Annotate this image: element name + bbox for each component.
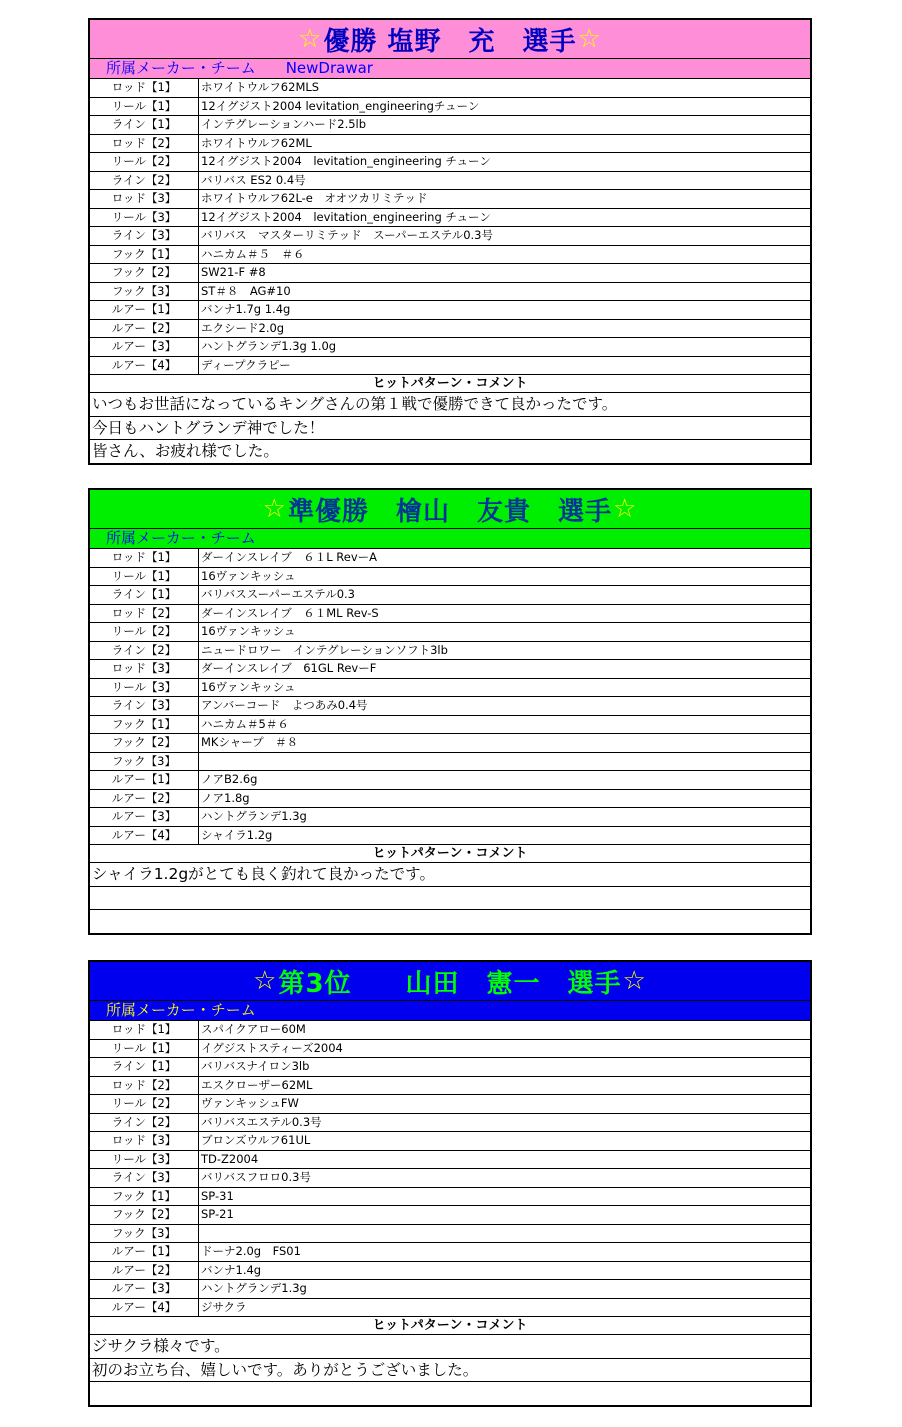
tackle-value: バリバス ES2 0.4号 bbox=[201, 172, 306, 187]
table-row bbox=[90, 1243, 810, 1262]
star-icon: ☆ bbox=[298, 24, 323, 54]
table-row bbox=[90, 660, 810, 679]
tackle-label: ルアー【2】 bbox=[90, 1262, 199, 1280]
table-row bbox=[90, 135, 810, 154]
table-row bbox=[90, 753, 810, 772]
tackle-label: ロッド【3】 bbox=[90, 190, 199, 208]
tackle-value: ダーインスレイブ ６１ML Rev-S bbox=[201, 605, 379, 620]
tackle-label: ライン【2】 bbox=[90, 172, 199, 190]
tackle-value: バリバスナイロン3lb bbox=[201, 1059, 310, 1073]
table-row bbox=[90, 623, 810, 642]
table-row bbox=[90, 153, 810, 172]
tackle-label: ライン【1】 bbox=[90, 586, 199, 604]
tackle-value: ST＃８ AG#10 bbox=[201, 283, 291, 298]
table-row bbox=[90, 264, 810, 283]
tackle-value: ヴァンキッシュFW bbox=[201, 1096, 299, 1110]
table-row bbox=[90, 227, 810, 246]
tackle-label: フック【1】 bbox=[90, 716, 199, 734]
second-place-title-text: 準優勝 檜山 友貴 選手 bbox=[287, 496, 612, 527]
tackle-label: リール【3】 bbox=[90, 679, 199, 697]
tackle-value: ハントグランデ1.3g bbox=[201, 809, 307, 823]
tackle-label: ロッド【1】 bbox=[90, 79, 199, 97]
tackle-label: ルアー【1】 bbox=[90, 771, 199, 789]
table-row bbox=[90, 679, 810, 698]
tackle-value: ディープクラピー bbox=[201, 357, 291, 372]
tackle-label: ロッド【2】 bbox=[90, 605, 199, 623]
tackle-label: ルアー【1】 bbox=[90, 1243, 199, 1261]
table-row bbox=[90, 605, 810, 624]
tackle-label: ロッド【1】 bbox=[90, 549, 199, 567]
table-row bbox=[90, 1151, 810, 1170]
tackle-value: バンナ1.7g 1.4g bbox=[201, 302, 291, 316]
tackle-label: リール【3】 bbox=[90, 209, 199, 227]
tackle-value: 12イグジスト2004 levitation_engineering チューン bbox=[201, 154, 491, 168]
hit-pattern-header: ヒットパターン・コメント bbox=[90, 845, 810, 863]
tackle-label: ロッド【2】 bbox=[90, 135, 199, 153]
tackle-label: リール【2】 bbox=[90, 153, 199, 171]
table-row bbox=[90, 320, 810, 339]
tackle-value: バンナ1.4g bbox=[201, 1262, 262, 1277]
comment-line: ジサクラ様々です。 bbox=[90, 1335, 810, 1359]
tackle-label: フック【2】 bbox=[90, 734, 199, 752]
table-row bbox=[90, 1169, 810, 1188]
tackle-value: ハントグランデ1.3g 1.0g bbox=[201, 339, 337, 353]
table-row bbox=[90, 568, 810, 587]
table-row bbox=[90, 827, 810, 846]
second-place-title bbox=[90, 490, 810, 529]
tackle-label: フック【2】 bbox=[90, 264, 199, 282]
affiliation-row bbox=[90, 59, 810, 79]
comment-line: 初のお立ち台、嬉しいです。ありがとうございました。 bbox=[90, 1359, 810, 1383]
tackle-label: リール【1】 bbox=[90, 1040, 199, 1058]
tackle-value: 12イグジスト2004 levitation_engineering チューン bbox=[201, 209, 491, 224]
first-place-title bbox=[90, 20, 810, 59]
table-row bbox=[90, 771, 810, 790]
tackle-label: ルアー【2】 bbox=[90, 790, 199, 808]
table-row bbox=[90, 190, 810, 209]
star-icon: ☆ bbox=[262, 494, 287, 524]
table-row bbox=[90, 357, 810, 376]
tackle-value: スパイクアロー60M bbox=[201, 1022, 306, 1036]
tackle-value: ノアB2.6g bbox=[201, 772, 258, 786]
tackle-value: イグジストスティーズ2004 bbox=[201, 1040, 343, 1055]
tackle-label: ルアー【3】 bbox=[90, 808, 199, 826]
tackle-value: インテグレーションハード2.5lb bbox=[201, 117, 367, 131]
table-row bbox=[90, 790, 810, 809]
tackle-label: ライン【3】 bbox=[90, 697, 199, 715]
table-row bbox=[90, 808, 810, 827]
tackle-value: SP-21 bbox=[201, 1207, 234, 1221]
table-row bbox=[90, 1188, 810, 1207]
tackle-value: バリバススーパーエステル0.3 bbox=[201, 587, 355, 601]
third-place-title bbox=[90, 962, 810, 1001]
tackle-label: フック【3】 bbox=[90, 753, 199, 771]
star-icon: ☆ bbox=[577, 24, 602, 54]
first-place-card bbox=[88, 18, 812, 465]
affiliation-label: 所属メーカー・チーム bbox=[106, 59, 256, 77]
table-row bbox=[90, 98, 810, 117]
table-row bbox=[90, 1114, 810, 1133]
table-row bbox=[90, 1299, 810, 1318]
first-place-title-text: 優勝 塩野 充 選手 bbox=[323, 26, 577, 57]
tackle-label: ライン【2】 bbox=[90, 642, 199, 660]
table-row bbox=[90, 1021, 810, 1040]
table-row bbox=[90, 283, 810, 302]
star-icon: ☆ bbox=[613, 494, 638, 524]
tackle-value: 16ヴァンキッシュ bbox=[201, 568, 296, 583]
tackle-value bbox=[199, 753, 810, 771]
tackle-label: フック【1】 bbox=[90, 246, 199, 264]
table-row bbox=[90, 1280, 810, 1299]
comment-line: いつもお世話になっているキングさんの第１戦で優勝できて良かったです。 bbox=[90, 393, 810, 417]
tackle-label: ルアー【3】 bbox=[90, 1280, 199, 1298]
tackle-label: ルアー【3】 bbox=[90, 338, 199, 356]
tackle-table bbox=[90, 549, 810, 845]
table-row bbox=[90, 1058, 810, 1077]
tackle-value: ダーインスレイブ ６１L RevーA bbox=[201, 550, 378, 564]
comment-line bbox=[90, 910, 810, 933]
comment-line: 皆さん、お疲れ様でした。 bbox=[92, 442, 279, 460]
tackle-label: ライン【1】 bbox=[90, 1058, 199, 1076]
tackle-value: ホワイトウルフ62ML bbox=[201, 135, 312, 150]
table-row bbox=[90, 586, 810, 605]
tackle-label: リール【1】 bbox=[90, 568, 199, 586]
table-row bbox=[90, 734, 810, 753]
tackle-label: フック【2】 bbox=[90, 1206, 199, 1224]
table-row bbox=[90, 1262, 810, 1281]
tackle-value: アンバーコード よつあみ0.4号 bbox=[201, 698, 368, 712]
tackle-value: ホワイトウルフ62L-e オオツカリミテッド bbox=[201, 191, 428, 205]
table-row bbox=[90, 549, 810, 568]
tackle-label: ルアー【4】 bbox=[90, 357, 199, 375]
table-row bbox=[90, 1040, 810, 1059]
tackle-label: ロッド【3】 bbox=[90, 660, 199, 678]
affiliation-label: 所属メーカー・チーム bbox=[106, 529, 256, 547]
tackle-value: ニュードロワー インテグレーションソフト3lb bbox=[201, 642, 448, 657]
tackle-value: 12イグジスト2004 levitation_engineeringチューン bbox=[201, 98, 480, 113]
table-row bbox=[90, 1095, 810, 1114]
tackle-label: リール【2】 bbox=[90, 623, 199, 641]
tackle-label: ルアー【4】 bbox=[90, 1299, 199, 1317]
tackle-label: リール【2】 bbox=[90, 1095, 199, 1113]
table-row bbox=[90, 642, 810, 661]
table-row bbox=[90, 79, 810, 98]
tackle-value: ノア1.8g bbox=[201, 790, 250, 805]
tackle-value: SP-31 bbox=[201, 1188, 234, 1203]
third-place-card bbox=[88, 960, 812, 1407]
tackle-label: フック【1】 bbox=[90, 1188, 199, 1206]
tackle-label: リール【1】 bbox=[90, 98, 199, 116]
tackle-value: ハントグランデ1.3g bbox=[201, 1281, 307, 1295]
tackle-value: シャイラ1.2g bbox=[201, 827, 273, 842]
tackle-value: ジサクラ bbox=[201, 1299, 247, 1314]
table-row bbox=[90, 697, 810, 716]
tackle-table bbox=[90, 79, 810, 375]
tackle-value: ダーインスレイブ 61GL RevーF bbox=[201, 661, 377, 675]
tackle-label: フック【3】 bbox=[90, 283, 199, 301]
table-row bbox=[90, 1132, 810, 1151]
table-row bbox=[90, 301, 810, 320]
star-icon: ☆ bbox=[622, 966, 647, 996]
tackle-label: リール【3】 bbox=[90, 1151, 199, 1169]
hit-pattern-header: ヒットパターン・コメント bbox=[90, 1317, 810, 1335]
second-place-card bbox=[88, 488, 812, 935]
tackle-table bbox=[90, 1021, 810, 1317]
table-row bbox=[90, 338, 810, 357]
tackle-value: エクシード2.0g bbox=[201, 320, 285, 335]
table-row bbox=[90, 246, 810, 265]
affiliation-value: NewDrawar bbox=[285, 59, 373, 77]
tackle-label: ルアー【1】 bbox=[90, 301, 199, 319]
affiliation-row bbox=[90, 1001, 810, 1021]
third-place-title-text: 第3位 山田 憲一 選手 bbox=[278, 968, 622, 999]
tackle-label: ロッド【3】 bbox=[90, 1132, 199, 1150]
tackle-label: ライン【3】 bbox=[90, 227, 199, 245]
tackle-label: ルアー【4】 bbox=[90, 827, 199, 845]
table-row bbox=[90, 209, 810, 228]
tackle-label: ロッド【1】 bbox=[90, 1021, 199, 1039]
table-row bbox=[90, 1225, 810, 1244]
table-row bbox=[90, 716, 810, 735]
comment-line bbox=[90, 887, 810, 911]
tackle-value: バリバスフロロ0.3号 bbox=[201, 1170, 311, 1184]
star-icon: ☆ bbox=[253, 966, 278, 996]
tackle-value: ハニカム＃５ ＃６ bbox=[201, 246, 305, 261]
tackle-value: バリバス マスターリミテッド スーパーエステル0.3号 bbox=[201, 228, 493, 242]
tackle-value: SW21-F #8 bbox=[201, 265, 266, 279]
tackle-label: ライン【1】 bbox=[90, 116, 199, 134]
tackle-value: MKシャープ ＃８ bbox=[201, 735, 299, 749]
tackle-value: ホワイトウルフ62MLS bbox=[201, 80, 320, 94]
tackle-value bbox=[199, 1225, 810, 1243]
tackle-value: TD-Z2004 bbox=[201, 1151, 259, 1166]
tackle-value: エスクローザー62ML bbox=[201, 1077, 313, 1092]
tackle-value: バリバスエステル0.3号 bbox=[201, 1114, 322, 1129]
tackle-label: ライン【2】 bbox=[90, 1114, 199, 1132]
comment-line: シャイラ1.2gがとても良く釣れて良かったです。 bbox=[90, 863, 810, 887]
affiliation-label: 所属メーカー・チーム bbox=[106, 1001, 256, 1019]
tackle-label: フック【3】 bbox=[90, 1225, 199, 1243]
tackle-value: 16ヴァンキッシュ bbox=[201, 624, 296, 638]
tackle-value: 16ヴァンキッシュ bbox=[201, 679, 296, 694]
affiliation-row bbox=[90, 529, 810, 549]
hit-pattern-header: ヒットパターン・コメント bbox=[90, 375, 810, 393]
table-row bbox=[90, 1077, 810, 1096]
comment-line: 今日もハントグランデ神でした！ bbox=[90, 417, 810, 441]
tackle-value: ハニカム＃5＃６ bbox=[201, 716, 289, 731]
tackle-label: ルアー【2】 bbox=[90, 320, 199, 338]
table-row bbox=[90, 116, 810, 135]
comment-line bbox=[90, 1382, 810, 1405]
tackle-value: ブロンズウルフ61UL bbox=[201, 1133, 311, 1147]
table-row bbox=[90, 1206, 810, 1225]
table-row bbox=[90, 172, 810, 191]
tackle-value: ドーナ2.0g FS01 bbox=[201, 1244, 301, 1258]
tackle-label: ライン【3】 bbox=[90, 1169, 199, 1187]
tackle-label: ロッド【2】 bbox=[90, 1077, 199, 1095]
